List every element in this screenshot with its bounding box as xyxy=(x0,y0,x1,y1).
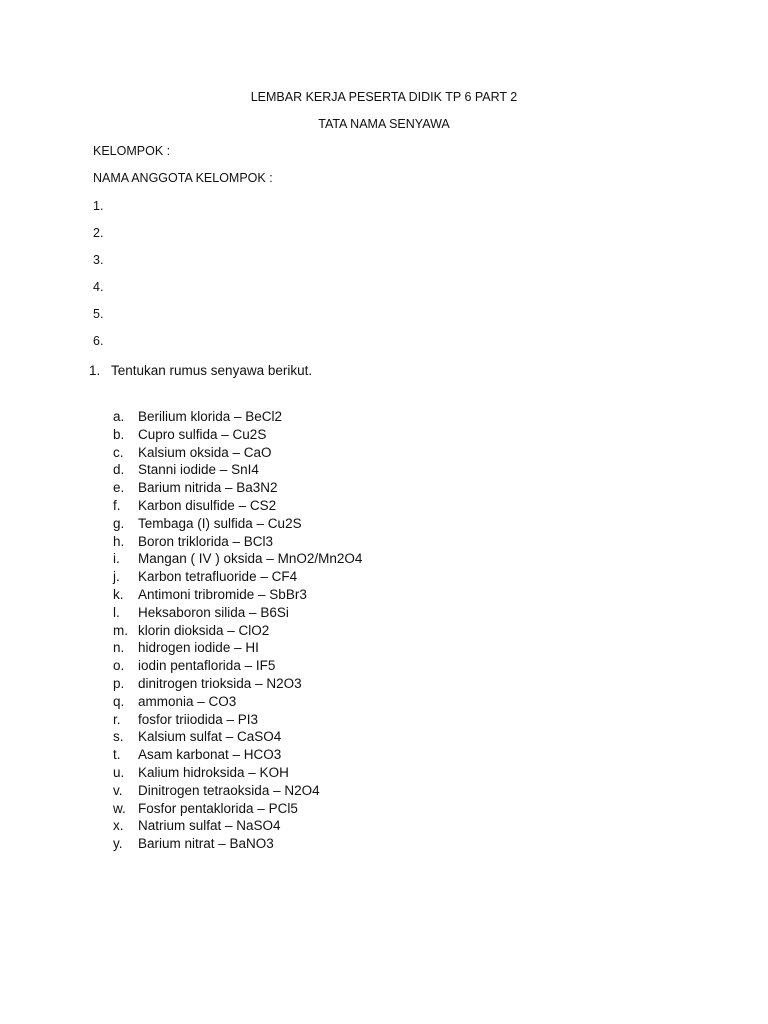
list-item xyxy=(113,550,362,568)
item-text: ammonia – CO3 xyxy=(138,693,237,709)
list-item xyxy=(113,408,362,426)
item-letter: o. xyxy=(113,658,125,674)
list-item xyxy=(113,497,362,515)
item-letter: r. xyxy=(113,711,121,727)
item-text: Boron triklorida – BCl3 xyxy=(138,533,274,549)
item-letter: t. xyxy=(113,747,121,763)
item-letter: f. xyxy=(113,497,121,513)
group-label: KELOMPOK : xyxy=(93,144,171,158)
list-item xyxy=(113,657,362,675)
list-item xyxy=(113,426,362,444)
item-text: Kalsium oksida – CaO xyxy=(138,444,272,460)
list-item xyxy=(113,479,362,497)
list-item xyxy=(113,711,362,729)
item-text: Stanni iodide – SnI4 xyxy=(138,462,259,478)
item-text: klorin dioksida – ClO2 xyxy=(138,622,270,638)
member-line: 1. xyxy=(93,199,104,213)
item-letter: m. xyxy=(113,622,128,638)
item-text: Barium nitrat – BaNO3 xyxy=(138,836,274,852)
item-letter: j. xyxy=(113,569,120,585)
member-line: 6. xyxy=(93,334,104,348)
list-item xyxy=(113,835,362,853)
item-letter: e. xyxy=(113,480,125,496)
list-item xyxy=(113,817,362,835)
item-letter: c. xyxy=(113,444,124,460)
item-text: Barium nitrida – Ba3N2 xyxy=(138,480,278,496)
item-letter: u. xyxy=(113,764,125,780)
item-letter: k. xyxy=(113,586,124,602)
item-text: Natrium sulfat – NaSO4 xyxy=(138,818,281,834)
item-text: Karbon tetrafluoride – CF4 xyxy=(138,569,298,585)
list-item xyxy=(113,533,362,551)
question xyxy=(89,362,312,380)
member-line: 2. xyxy=(93,226,104,240)
document-subtitle: TATA NAMA SENYAWA xyxy=(318,117,450,131)
list-item xyxy=(113,604,362,622)
item-letter: y. xyxy=(113,836,123,852)
item-text: Kalium hidroksida – KOH xyxy=(138,764,289,780)
item-text: dinitrogen trioksida – N2O3 xyxy=(138,675,302,691)
item-text: Mangan ( IV ) oksida – MnO2/Mn2O4 xyxy=(138,551,363,567)
document-title: LEMBAR KERJA PESERTA DIDIK TP 6 PART 2 xyxy=(250,90,518,104)
item-text: Berilium klorida – BeCl2 xyxy=(138,409,283,424)
list-item xyxy=(113,586,362,604)
item-text: fosfor triiodida – PI3 xyxy=(138,711,259,727)
member-list xyxy=(93,198,103,360)
item-text: iodin pentaflorida – IF5 xyxy=(138,658,276,674)
question-number: 1. xyxy=(89,363,101,378)
list-item xyxy=(113,461,362,479)
item-text: Kalsium sulfat – CaSO4 xyxy=(138,729,282,745)
item-text: Asam karbonat – HCO3 xyxy=(138,747,282,763)
answer-list xyxy=(113,408,362,853)
list-item xyxy=(113,800,362,818)
item-text: Fosfor pentaklorida – PCl5 xyxy=(138,800,298,816)
item-letter: a. xyxy=(113,409,125,424)
item-text: Dinitrogen tetraoksida – N2O4 xyxy=(138,782,320,798)
item-letter: d. xyxy=(113,462,125,478)
list-item xyxy=(113,639,362,657)
item-text: Karbon disulfide – CS2 xyxy=(138,497,277,513)
item-letter: i. xyxy=(113,551,120,567)
list-item xyxy=(113,622,362,640)
item-letter: x. xyxy=(113,818,124,834)
list-item xyxy=(113,693,362,711)
item-text: Heksaboron silida – B6Si xyxy=(138,604,289,620)
list-item xyxy=(113,728,362,746)
item-letter: l. xyxy=(113,604,120,620)
list-item xyxy=(113,444,362,462)
item-letter: n. xyxy=(113,640,125,656)
member-line: 5. xyxy=(93,307,104,321)
item-letter: s. xyxy=(113,729,124,745)
item-text: Antimoni tribromide – SbBr3 xyxy=(138,586,307,602)
item-letter: v. xyxy=(113,782,123,798)
member-line: 3. xyxy=(93,253,104,267)
item-text: Tembaga (I) sulfida – Cu2S xyxy=(138,515,302,531)
list-item xyxy=(113,515,362,533)
question-text: Tentukan rumus senyawa berikut. xyxy=(111,363,313,378)
item-letter: b. xyxy=(113,426,125,442)
item-letter: g. xyxy=(113,515,125,531)
item-text: Cupro sulfida – Cu2S xyxy=(138,426,267,442)
member-line: 4. xyxy=(93,280,104,294)
item-letter: w. xyxy=(113,800,126,816)
list-item xyxy=(113,782,362,800)
list-item xyxy=(113,746,362,764)
item-text: hidrogen iodide – HI xyxy=(138,640,259,656)
list-item xyxy=(113,675,362,693)
item-letter: q. xyxy=(113,693,125,709)
item-letter: p. xyxy=(113,675,125,691)
item-letter: h. xyxy=(113,533,125,549)
members-label: NAMA ANGGOTA KELOMPOK : xyxy=(93,171,273,185)
list-item xyxy=(113,568,362,586)
list-item xyxy=(113,764,362,782)
